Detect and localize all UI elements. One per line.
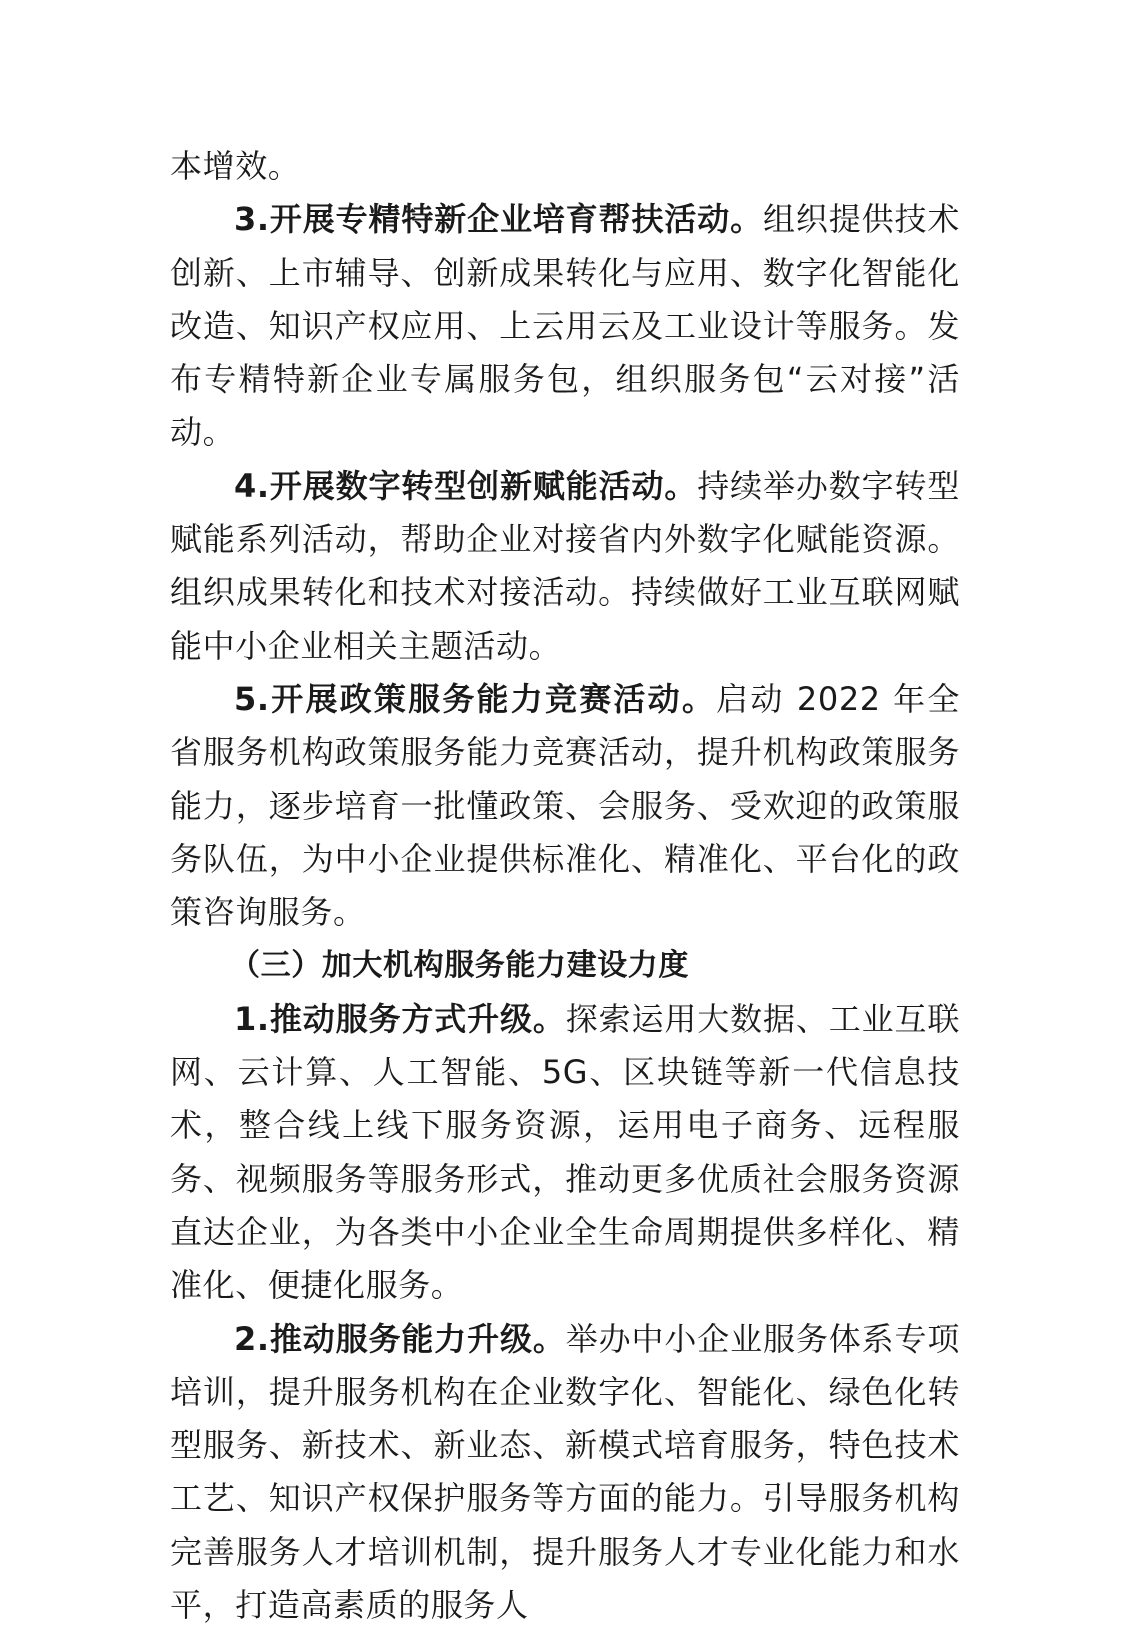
paragraph-continuation [170, 140, 960, 193]
paragraph-lead: 5.开展政策服务能力竞赛活动。 [234, 679, 717, 718]
document-body [170, 140, 960, 1632]
paragraph-lead: 2.推动服务能力升级。 [234, 1319, 566, 1358]
paragraph-item-4 [170, 460, 960, 673]
paragraph-lead: 4.开展数字转型创新赋能活动。 [234, 466, 698, 505]
paragraph-body: 举办中小企业服务体系专项培训，提升服务机构在企业数字化、智能化、绿色化转型服务、新技术、新业态、新模式培育服务，特色技术工艺、知识产权保护服务等方面的能力。引导服务机构完善服务人才培训机制，提升服务人才专业化能力和水平，打造高素质的服务人 [170, 1319, 961, 1625]
paragraph-lead: 3.开展专精特新企业培育帮扶活动。 [234, 200, 764, 239]
paragraph-body: 启动 2022 年全省服务机构政策服务能力竞赛活动，提升机构政策服务能力，逐步培育一批懂政策、会服务、受欢迎的政策服务队伍，为中小企业提供标准化、精准化、平台化的政策咨询服务。 [170, 679, 960, 932]
paragraph-body: 探索运用大数据、工业互联网、云计算、人工智能、5G、区块链等新一代信息技术，整合线上线下服务资源，运用电子商务、远程服务、视频服务等服务形式，推动更多优质社会服务资源直达企业，为各类中小企业全生命周期提供多样化、精准化、便捷化服务。 [170, 999, 961, 1305]
paragraph-lead: 1.推动服务方式升级。 [234, 999, 566, 1038]
section-heading: （三）加大机构服务能力建设力度 [230, 948, 689, 984]
paragraph-item-2 [170, 1313, 960, 1632]
paragraph-body: 持续举办数字转型赋能系列活动，帮助企业对接省内外数字化赋能资源。组织成果转化和技术对接活动。持续做好工业互联网赋能中小企业相关主题活动。 [170, 466, 960, 665]
paragraph-item-1 [170, 993, 960, 1313]
paragraph-item-5 [170, 673, 960, 939]
paragraph-body: 本增效。 [170, 147, 301, 185]
paragraph-item-3 [170, 193, 960, 459]
paragraph-body: 组织提供技术创新、上市辅导、创新成果转化与应用、数字化智能化改造、知识产权应用、上云用云及工业设计等服务。发布专精特新企业专属服务包，组织服务包“云对接”活动。 [170, 200, 960, 452]
